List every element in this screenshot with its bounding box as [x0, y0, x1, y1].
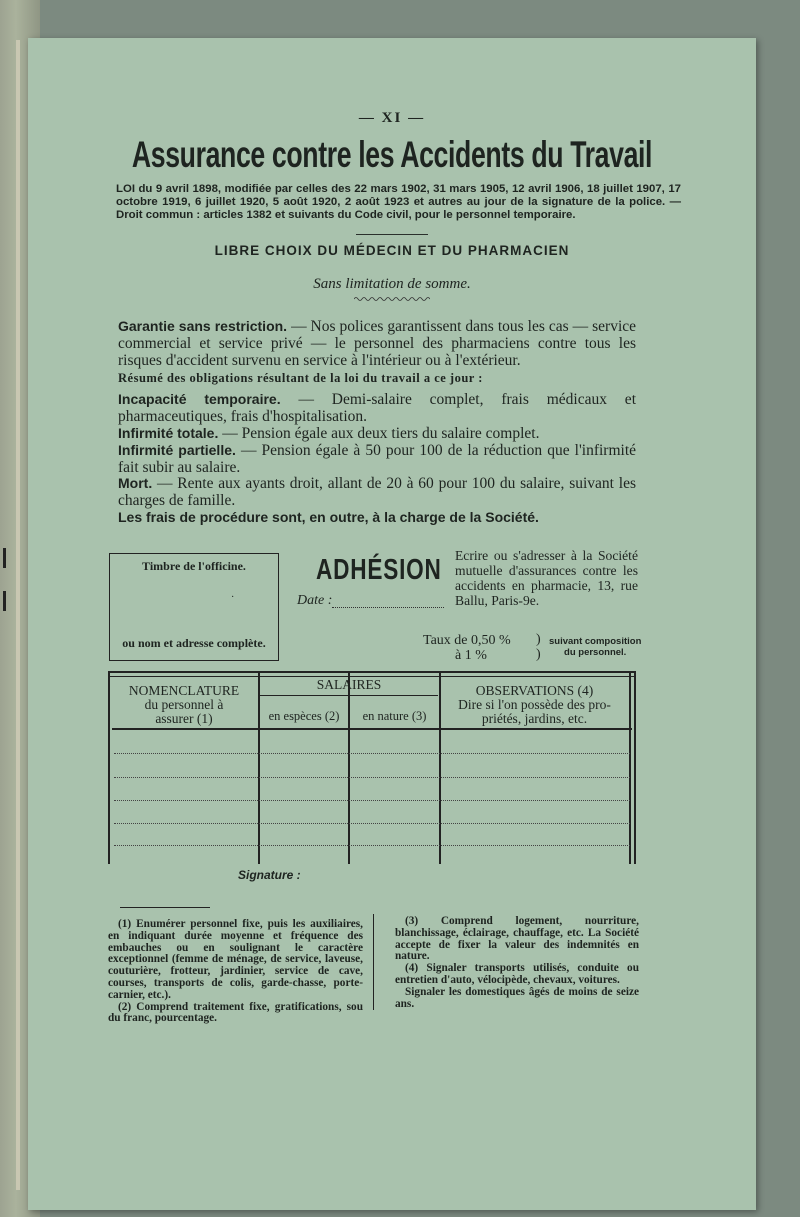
date-field[interactable]: [332, 607, 444, 608]
footnote: Signaler les domestiques âgés de moins de seize ans.: [395, 985, 639, 1010]
rate-line: à 1 %: [455, 648, 487, 663]
obligation-label: Infirmité partielle.: [118, 442, 236, 458]
table-divider: [348, 673, 350, 864]
footnote: (3) Comprend logement, nourriture, blanchissage, éclairage, chauffage, etc. La Société accepte de fixer la valeur des indemnités en nature.: [395, 915, 639, 963]
obligation-text: — Demi-salaire complet, frais médicaux et pharmaceutiques, frais d'hospitalisation.: [118, 391, 636, 425]
header-line: OBSERVATIONS (4): [475, 683, 594, 698]
signature-label: Signature :: [238, 868, 301, 882]
obligation-item: [118, 391, 636, 425]
personnel-table: [108, 671, 636, 864]
col-nature-header: en nature (3): [362, 709, 427, 723]
stamp-box-label: Timbre de l'officine.: [142, 559, 246, 573]
separator-rule: [356, 234, 428, 235]
rate-note-line: suivant composition: [549, 636, 642, 647]
stamp-dot: ·: [231, 592, 235, 603]
obligation-label: Mort.: [118, 475, 153, 491]
col-observations-header: [441, 684, 628, 726]
table-divider: [629, 673, 631, 864]
frais-statement: Les frais de procédure sont, en outre, à la charge de la Société.: [118, 509, 539, 525]
brace-glyph: ) ): [536, 632, 541, 662]
libre-choix-heading: LIBRE CHOIX DU MÉDECIN ET DU PHARMACIEN: [214, 243, 570, 258]
margin-mark: [3, 548, 6, 568]
date-label: Date :: [297, 593, 333, 608]
header-line: priétés, jardins, etc.: [481, 711, 588, 726]
footnote: (2) Comprend traitement fixe, gratifications, sou du franc, pourcentage.: [108, 1000, 363, 1025]
footnote-column-rule: [373, 914, 374, 1010]
rate-note: [549, 636, 641, 658]
margin-mark: [3, 591, 6, 611]
table-divider: [258, 673, 260, 864]
squiggle-ornament: [354, 296, 430, 302]
header-rule: [112, 728, 632, 730]
obligation-text: — Pension égale aux deux tiers du salaire complet.: [218, 425, 540, 442]
rate-text: [423, 633, 511, 663]
resume-heading: Résumé des obligations résultant de la loi du travail a ce jour :: [118, 371, 483, 385]
footnote: (1) Enumérer personnel fixe, puis les auxiliaires, en indiquant durée moyenne et fréquence des embauches ou en soulignant le caractère exceptionnel (femme de ménage, de service, laveuse, couturière, frotteur, jardinier, service de cave, courses, transports de colis, garde-chasse, porte-carnier, etc.).: [108, 918, 363, 1001]
footnotes-right: [395, 916, 639, 1010]
obligation-label: Infirmité totale.: [118, 425, 219, 441]
rate-line: Taux de 0,50 %: [423, 633, 511, 648]
law-reference: LOI du 9 avril 1898, modifiée par celles des 22 mars 1902, 31 mars 1905, 12 avril 1906, 18 juillet 1907, 17 octobre 1919, 6 juillet 1920, 5 août 1920, 2 août 1923 et autres au jour de la signature de la police. — Droit commun : articles 1382 et suivants du Code civil, pour le personnel temporaire.: [116, 183, 681, 221]
contact-address: Ecrire ou s'adresser à la Société mutuelle d'assurances contre les accidents en pharmacie, 13, rue Ballu, Paris-9e.: [455, 548, 638, 608]
obligation-item: [118, 475, 636, 509]
document-page: [28, 38, 756, 1210]
sans-limitation: Sans limitation de somme.: [313, 276, 471, 292]
obligation-text: — Rente aux ayants droit, allant de 20 à 60 pour 100 du salaire, suivant les charges de famille.: [118, 475, 636, 509]
address-label: ou nom et adresse complète.: [122, 636, 266, 650]
table-row[interactable]: [114, 800, 630, 801]
table-row[interactable]: [114, 777, 630, 778]
garantie-label: Garantie sans restriction.: [118, 318, 288, 334]
footnote: (4) Signaler transports utilisés, conduite ou entretien d'auto, vélocipède, chevaux, voitures.: [395, 962, 639, 986]
obligation-text: — Pension égale à 50 pour 100 de la réduction que l'infirmité fait subir au salaire.: [118, 442, 636, 476]
salaires-header: SALAIRES: [316, 677, 382, 692]
garantie-text: — Nos polices garantissent dans tous les cas — service commercial et service privé — le personnel des pharmaciens contre tous les risques d'accident survenu en service à l'intérieur ou à l'extérieur.: [118, 318, 637, 369]
adhesion-heading: ADHÉSION: [316, 554, 442, 586]
garantie-paragraph: [118, 318, 636, 369]
obligation-item: [118, 442, 636, 476]
col-nomenclature-header: [112, 684, 256, 726]
header-line: assurer (1): [155, 711, 213, 726]
salaires-rule: [260, 695, 438, 696]
col-especes-header: en espèces (2): [268, 709, 340, 723]
page-number: — XI —: [358, 110, 426, 126]
footnote-rule: [120, 907, 210, 908]
page-title: Assurance contre les Accidents du Travail: [131, 134, 653, 175]
table-row[interactable]: [114, 753, 630, 754]
obligation-label: Incapacité temporaire.: [118, 391, 281, 407]
header-line: NOMENCLATURE: [128, 683, 240, 698]
rate-note-line: du personnel.: [564, 647, 627, 658]
obligation-item: [118, 425, 636, 442]
table-row[interactable]: [114, 823, 630, 824]
header-line: du personnel à: [144, 697, 224, 712]
header-line: Dire si l'on possède des pro-: [458, 697, 611, 712]
footnotes-left: [108, 919, 363, 1025]
table-row[interactable]: [114, 845, 630, 846]
spine-edge: [16, 40, 20, 1190]
